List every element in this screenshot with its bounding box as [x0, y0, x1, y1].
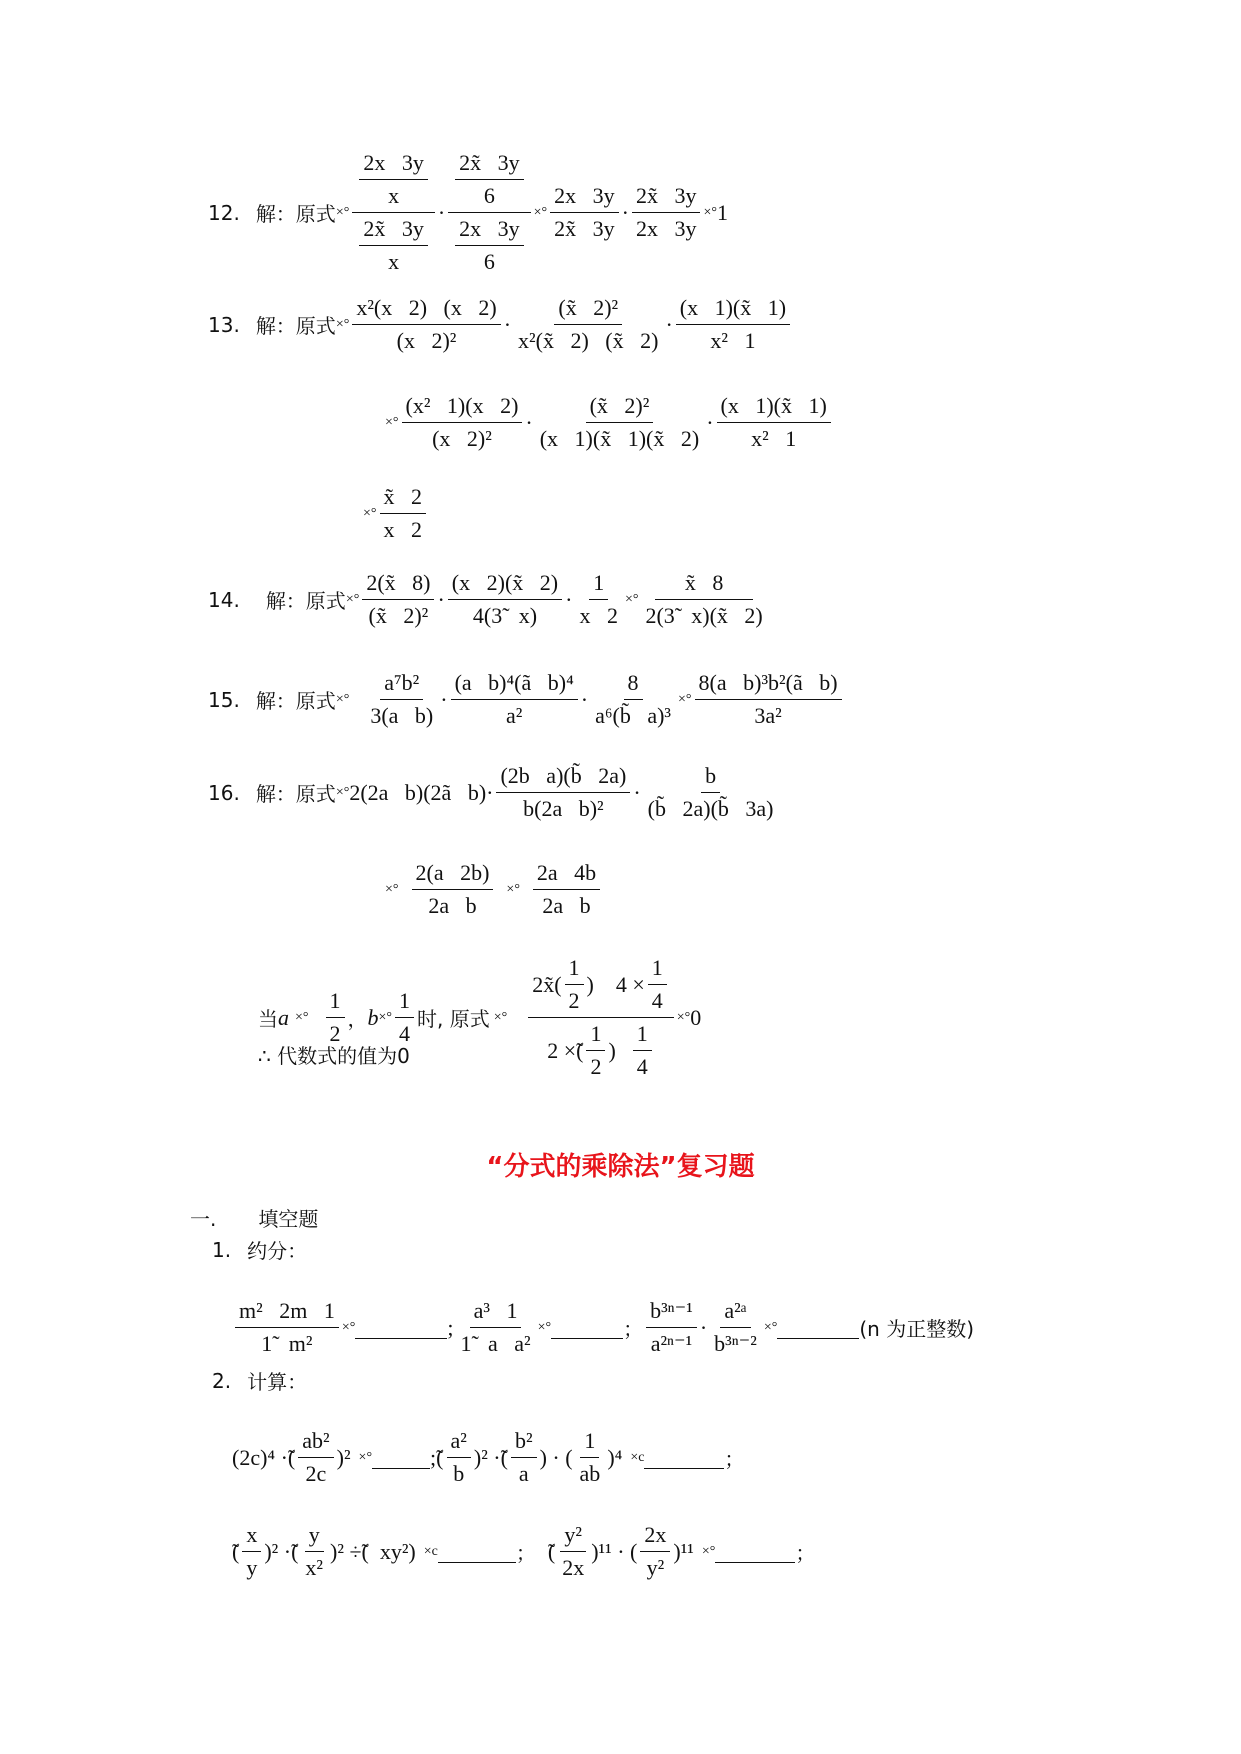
- fraction: $\frac{\text{b³ⁿ⁻¹}}{\text{a²ⁿ⁻¹}}$: [646, 1298, 697, 1357]
- equals-glyph: ×°: [345, 591, 360, 607]
- fraction: $\frac{x̃ 8}{2(3̃ x)(x̃ 2)}$: [645, 570, 763, 628]
- denominator: 6: [483, 249, 495, 274]
- fraction: $\frac{2(a 2b)}{\text{2a b}}$: [412, 860, 494, 919]
- section-title: “分式的乘除法”复习题: [486, 1152, 755, 1182]
- solution-label: 解：原式: [265, 589, 346, 613]
- equals-glyph: ×°: [363, 505, 377, 521]
- fraction: $\frac{\text{b²}}{a}$: [511, 1428, 537, 1487]
- compound-fraction: [352, 150, 435, 275]
- problem-15: 15. 解：原式 ×° $\frac{\text{a⁷b²}}{\text{3(a b)}}$ · $\frac{\text{(a b)⁴(ã b)⁴}}{\text{a²}}$ · $\frac{8}{\text{a⁶(b̃ a)³}}$ ×° $\frac{\text{8(a b)³b²(ã b)}}{\text{3a²}}$: [208, 670, 845, 729]
- numerator: 2x̃ 3y: [455, 150, 524, 180]
- denominator: 6: [483, 183, 495, 208]
- fraction: $\frac{(x 2)(x̃ 2)}{4(3̃ x)}$: [448, 570, 562, 629]
- fraction: $\frac{b}{(b̃ 2a)(b̃ 3a)}$: [647, 763, 774, 821]
- fraction: $\frac{\text{(x̃ 2)²}}{(x 1)(x̃ 1)(x̃ 2)}$: [539, 393, 700, 451]
- result: 0: [690, 1004, 702, 1030]
- dot: ·: [437, 199, 446, 225]
- fraction: $\frac{\text{(a b)⁴(ã b)⁴}}{\text{a²}}$: [451, 670, 578, 729]
- equals-glyph: ×°: [385, 414, 399, 430]
- conclusion: ∴ 代数式的值为0: [258, 1044, 410, 1068]
- equals-glyph: ×°: [678, 691, 692, 707]
- problem-16-substitution: 当 a ×° $\frac{1}{2}$ ， b ×° $\frac{1}{4}$ 时, 原式 ×° 2x̃( $\frac{1}{2}$ ) 4 × $\frac{1}{4}$ 2 ×̃( $\frac{1}{2}$ ) $\frac{1}{4}$ ×° 0: [258, 955, 702, 1079]
- problem-number: 13.: [208, 312, 240, 337]
- fraction: $\frac{2x}{\text{y²}}$: [640, 1522, 670, 1581]
- equals-glyph: ×°: [624, 591, 639, 607]
- problem-number: 14.: [208, 587, 240, 612]
- answer-blank[interactable]: [777, 1316, 859, 1339]
- dot: ·: [621, 199, 629, 225]
- question-2-row-1: (2c)⁴ ·̃( $\frac{\text{ab²}}{2c}$ )² ×° ;̃( $\frac{\text{a²}}{b}$ )² ·̃( $\frac{\text{b²}}{a}$ ) · ( $\frac{1}{ab}$ )⁴ ×c ；: [232, 1428, 745, 1486]
- solution-label: 解：原式: [255, 689, 336, 713]
- equals-glyph: ×°: [506, 881, 520, 897]
- fraction: $\frac{x̃ 2}{x 2}$: [380, 484, 427, 543]
- fraction: $\frac{\text{a²ᵃ}}{\text{b³ⁿ⁻²}}$: [714, 1298, 757, 1356]
- leading-term: 2(2a b)(2ã b): [349, 779, 487, 805]
- fraction: $\frac{2a 4b}{\text{2a b}}$: [533, 860, 600, 919]
- fraction: $\frac{\text{(x̃ 2)²}}{\text{x²(x̃ 2) (x̃ 2)}}$: [518, 295, 659, 353]
- denominator: x: [388, 183, 400, 208]
- fraction: $\frac{\text{(x² 1)(x 2)}}{\text{(x 2)²}}$: [402, 393, 523, 452]
- equals-glyph: ×°: [703, 204, 717, 220]
- fraction: $\frac{\text{ab²}}{2c}$: [298, 1428, 333, 1487]
- problem-13-line-1: 13. 解：原式 ×° $\frac{\text{x²(x 2) (x 2)}}{\text{(x 2)²}}$ · $\frac{\text{(x̃ 2)²}}{\text{x²(x̃ 2) (x̃ 2)}}$ · $\frac{(x 1)(x̃ 1)}{\text{x² 1}}$: [208, 295, 793, 354]
- solution-label: 解：原式: [255, 782, 336, 806]
- solution-label: 解：原式: [255, 314, 336, 338]
- equals-glyph: ×°: [335, 316, 350, 332]
- problem-number: 16.: [208, 780, 240, 805]
- fraction: $\frac{\text{8(a b)³b²(ã b)}}{\text{3a²}}$: [695, 670, 842, 729]
- fraction: $\frac{\text{y²}}{2x}$: [562, 1522, 585, 1580]
- problem-16-line-1: 16. 解：原式 ×° 2(2a b)(2ã b) · $\frac{\text{(2b a)(b̃ 2a)}}{\text{b(2a b)²}}$ · $\frac{b}{(b̃ 2a)(b̃ 3a)}$: [208, 763, 781, 822]
- fraction: $\frac{y}{\text{x²}}$: [305, 1522, 324, 1580]
- result: 1: [716, 199, 728, 225]
- fraction: $\frac{(x 1)(x̃ 1)}{\text{x² 1}}$: [717, 393, 831, 452]
- equals-glyph: ×°: [335, 784, 350, 800]
- equals-glyph: ×°: [335, 691, 350, 707]
- fraction: $\frac{\text{x²(x 2) (x 2)}}{\text{(x 2)²}}$: [352, 295, 500, 354]
- fraction: $\frac{\text{a⁷b²}}{\text{3(a b)}}$: [370, 670, 434, 728]
- section-heading: 一. 填空题: [190, 1207, 319, 1231]
- question-1-body: $\frac{\text{m² 2m 1}}{\text{1̃ m²}}$ ×° ; $\frac{\text{a³ 1}}{\text{1̃ a a²}}$ ×° ； $\frac{\text{b³ⁿ⁻¹}}{\text{a²ⁿ⁻¹}}$ · $\frac{\text{a²ᵃ}}{\text{b³ⁿ⁻²}}$ ×° (n 为正整数): [232, 1298, 974, 1357]
- fraction: $\frac{2x̃ 3y}{2x 3y}$: [632, 183, 701, 242]
- problem-13-line-2: ×° $\frac{\text{(x² 1)(x 2)}}{\text{(x 2)²}}$ · $\frac{\text{(x̃ 2)²}}{(x 1)(x̃ 1)(x̃ 2)}$ · $\frac{(x 1)(x̃ 1)}{\text{x² 1}}$: [385, 393, 834, 452]
- substitution-fraction: 2x̃( $\frac{1}{2}$ ) 4 × $\frac{1}{4}$ 2 ×̃( $\frac{1}{2}$ ) $\frac{1}{4}$: [528, 955, 674, 1080]
- equals-glyph: ×°: [533, 204, 548, 220]
- answer-blank[interactable]: [438, 1540, 516, 1563]
- fraction: $\frac{x}{y}$: [242, 1522, 261, 1581]
- compound-fraction: [448, 150, 531, 275]
- fraction: $\frac{\text{a²}}{b}$: [447, 1428, 471, 1487]
- equals-glyph: ×°: [335, 204, 350, 220]
- answer-blank[interactable]: [355, 1316, 447, 1339]
- problem-16-line-2: [385, 860, 603, 919]
- question-2-heading: 2. 计算：: [212, 1368, 308, 1394]
- fraction: $\frac{(x 1)(x̃ 1)}{\text{x² 1}}$: [676, 295, 790, 354]
- fraction: $\frac{1}{2}$: [326, 988, 345, 1047]
- fraction: $\frac{\text{(2b a)(b̃ 2a)}}{\text{b(2a b)²}}$: [496, 763, 630, 822]
- fraction: $\frac{2x 3y}{2x̃ 3y}$: [550, 183, 619, 242]
- problem-12: [208, 150, 728, 275]
- problem-14: 14. 解：原式 ×° $\frac{2(x̃ 8)}{\text{(x̃ 2)²}}$ · $\frac{(x 2)(x̃ 2)}{4(3̃ x)}$ · $\frac{1}{x 2}$ ×° $\frac{x̃ 8}{2(3̃ x)(x̃ 2)}$: [208, 570, 770, 629]
- numerator: 2x 3y: [359, 150, 428, 180]
- fraction: $\frac{1}{ab}$: [579, 1428, 601, 1486]
- problem-number: 12.: [208, 200, 240, 225]
- question-2-row-2: ̃( $\frac{x}{y}$ )² ·̃( $\frac{y}{\text{x²}}$ )² ÷̃( xy²) ×c ； ̃( $\frac{\text{y²}}{2x}$ )¹¹ · ( $\frac{2x}{\text{y²}}$ )¹¹ ×° ；: [232, 1522, 816, 1580]
- fraction: $\frac{\text{m² 2m 1}}{\text{1̃ m²}}$: [235, 1298, 339, 1357]
- question-1-heading: 1. 约分：: [212, 1237, 308, 1263]
- fraction: $\frac{1}{x 2}$: [579, 570, 618, 628]
- problem-13-line-3: [363, 484, 429, 543]
- fraction: $\frac{1}{4}$: [395, 988, 414, 1047]
- answer-blank[interactable]: [372, 1446, 430, 1469]
- answer-blank[interactable]: [644, 1446, 724, 1469]
- denominator: x: [388, 249, 400, 274]
- numerator: 2x̃ 3y: [359, 216, 428, 246]
- answer-blank[interactable]: [551, 1316, 623, 1339]
- fraction: $\frac{2(x̃ 8)}{\text{(x̃ 2)²}}$: [362, 570, 434, 629]
- fraction: $\frac{8}{\text{a⁶(b̃ a)³}}$: [595, 670, 672, 728]
- solution-label: 解：原式: [255, 202, 336, 226]
- problem-number: 15.: [208, 687, 240, 712]
- equals-glyph: ×°: [385, 881, 399, 897]
- fraction: $\frac{\text{a³ 1}}{\text{1̃ a a²}}$: [460, 1298, 531, 1356]
- numerator: 2x 3y: [455, 216, 524, 246]
- answer-blank[interactable]: [715, 1540, 795, 1563]
